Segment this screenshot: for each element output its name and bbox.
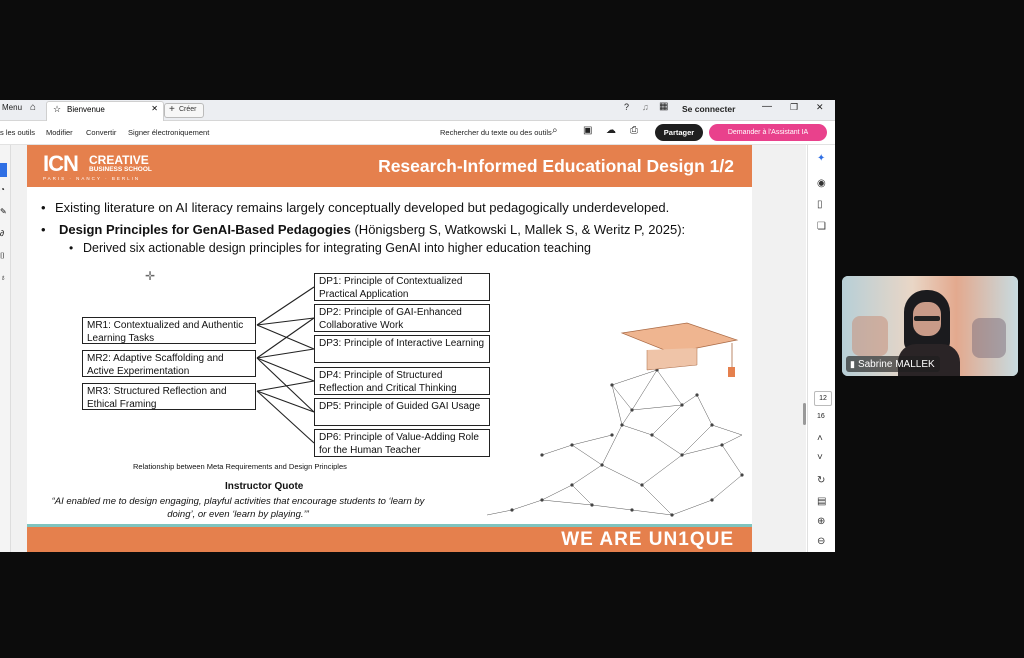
bookmark-icon[interactable]: ▯	[817, 199, 823, 210]
convert-menu[interactable]: Convertir	[86, 128, 117, 137]
ai-graduate-illustration	[482, 315, 752, 524]
mr3-box: MR3: Structured Reflection and Ethical Framing	[82, 383, 256, 410]
page-number-total: 16	[817, 413, 825, 420]
speaker-glasses	[914, 316, 940, 321]
dp2-box: DP2: Principle of GAI-Enhanced Collaborative Work	[314, 304, 490, 332]
page-fit-icon[interactable]: ▤	[817, 496, 827, 507]
mr2-box: MR2: Adaptive Scaffolding and Active Experimentation	[82, 350, 256, 377]
slide-footer-banner	[27, 524, 752, 552]
signal-bars-icon: ▮	[850, 359, 855, 369]
comment-tool-icon[interactable]: ◔	[0, 185, 5, 194]
sub-bullet: Derived six actionable design principles for integrating GenAI into higher education teaching	[83, 241, 591, 255]
signin-link[interactable]: Se connecter	[682, 104, 736, 114]
dp6-box: DP6: Principle of Value-Adding Role for the Human Teacher	[314, 429, 490, 457]
home-icon[interactable]: ⌂	[30, 102, 37, 113]
background-people	[972, 318, 1006, 358]
dp3-box: DP3: Principle of Interactive Learning	[314, 335, 490, 363]
help-icon[interactable]: ?	[624, 102, 630, 112]
page-number-current[interactable]: 12	[814, 391, 832, 406]
text-tool-icon[interactable]: ⌷	[0, 251, 5, 260]
bullet-1: Existing literature on AI literacy remains largely conceptually developed but pedagogically underdeveloped.	[55, 200, 670, 215]
dp5-box: DP5: Principle of Guided GAI Usage	[314, 398, 490, 426]
new-tab-label: Créer	[179, 106, 197, 113]
slide-page	[27, 145, 752, 552]
plus-icon: +	[169, 104, 175, 115]
crosshair-cursor-icon: ✛	[145, 269, 156, 283]
star-icon: ☆	[53, 104, 62, 114]
graduation-cap-icon	[622, 323, 737, 353]
page-up-icon[interactable]: ˄	[817, 433, 823, 444]
save-icon[interactable]: ▣	[583, 125, 593, 136]
diagram-caption: Relationship between Meta Requirements and Design Principles	[133, 462, 347, 471]
pdf-viewer-window	[0, 100, 835, 552]
zoom-in-icon[interactable]: ⊕	[817, 516, 826, 527]
ai-assistant-button[interactable]	[709, 124, 827, 141]
comments-icon[interactable]: ◉	[817, 178, 826, 189]
tab-bienvenue[interactable]	[46, 101, 164, 121]
close-window-icon[interactable]: ✕	[816, 102, 824, 112]
all-tools-menu[interactable]: s les outils	[0, 128, 36, 137]
bullet-dot: •	[41, 200, 46, 215]
slide-title: Research-Informed Educational Design 1/2	[378, 156, 734, 176]
tab-bar	[0, 100, 835, 121]
share-button[interactable]: Partager	[655, 124, 703, 141]
left-tool-rail	[0, 145, 11, 552]
logo-business-school: BUSINESS SCHOOL	[89, 166, 152, 173]
modify-menu[interactable]: Modifier	[46, 128, 73, 137]
pages-icon[interactable]: ❏	[817, 221, 826, 232]
logo-creative: CREATIVE	[89, 153, 149, 167]
bullet-dot: •	[69, 241, 74, 255]
minimize-icon[interactable]: —	[762, 101, 772, 112]
tab-title: Bienvenue	[67, 105, 105, 114]
bell-icon[interactable]: ♫	[642, 102, 649, 112]
document-viewer[interactable]	[11, 145, 806, 552]
selection-tool-icon[interactable]	[0, 163, 7, 177]
pen-tool-icon[interactable]: ✎	[0, 207, 7, 216]
bullet-2-bold: Design Principles for GenAI-Based Pedagogies	[59, 222, 351, 237]
dp1-box: DP1: Principle of Contextualized Practical Application	[314, 273, 490, 301]
stamp-tool-icon[interactable]: ♁	[0, 273, 6, 282]
esign-menu[interactable]: Signer électroniquement	[128, 128, 210, 137]
restore-icon[interactable]: ❐	[790, 102, 799, 112]
search-tools-field[interactable]: Rechercher du texte ou des outils	[440, 128, 552, 137]
video-tile[interactable]	[842, 276, 1018, 376]
right-tool-panel	[807, 145, 835, 552]
participant-name: Sabrine MALLEK	[857, 359, 935, 370]
ai-summary-icon[interactable]: ✦	[817, 153, 826, 164]
ai-assistant-label: Demander à l'Assistant IA	[727, 129, 809, 136]
page-down-icon[interactable]: ˅	[817, 452, 823, 463]
bullet-dot: •	[41, 222, 46, 237]
apps-grid-icon[interactable]: ▦	[659, 101, 669, 112]
participant-name-tag	[846, 356, 940, 372]
menu-button[interactable]: Menu	[2, 103, 23, 112]
toolbar	[0, 121, 835, 145]
zoom-out-icon[interactable]: ⊖	[817, 536, 826, 547]
logo-cities: PARIS · NANCY · BERLIN	[43, 176, 141, 181]
bullet-2-citation: (Hönigsberg S, Watkowski L, Mallek S, & Weritz P, 2025):	[350, 222, 686, 237]
refresh-icon[interactable]: ↻	[817, 475, 826, 486]
search-icon[interactable]: ⌕	[552, 125, 558, 136]
mr1-box: MR1: Contextualized and Authentic Learning Tasks	[82, 317, 256, 344]
background-people	[852, 316, 888, 356]
close-tab-icon[interactable]: ✕	[151, 104, 158, 113]
print-icon[interactable]: ⎙	[630, 125, 638, 136]
draw-tool-icon[interactable]: ∂	[0, 229, 4, 238]
we-are-unique-tagline: WE ARE UN1QUE	[561, 529, 734, 550]
new-tab-button[interactable]	[164, 103, 204, 118]
vertical-scrollbar[interactable]	[803, 403, 806, 425]
icn-logo: ICN	[43, 151, 78, 176]
upload-cloud-icon[interactable]: ☁	[606, 125, 616, 136]
quote-title: Instructor Quote	[225, 481, 304, 492]
instructor-quote: “AI enabled me to design engaging, playful activities that encourage students to ‘learn by doing’, or even ‘learn by playing.’”	[51, 496, 425, 520]
dp4-box: DP4: Principle of Structured Reflection and Critical Thinking	[314, 367, 490, 395]
